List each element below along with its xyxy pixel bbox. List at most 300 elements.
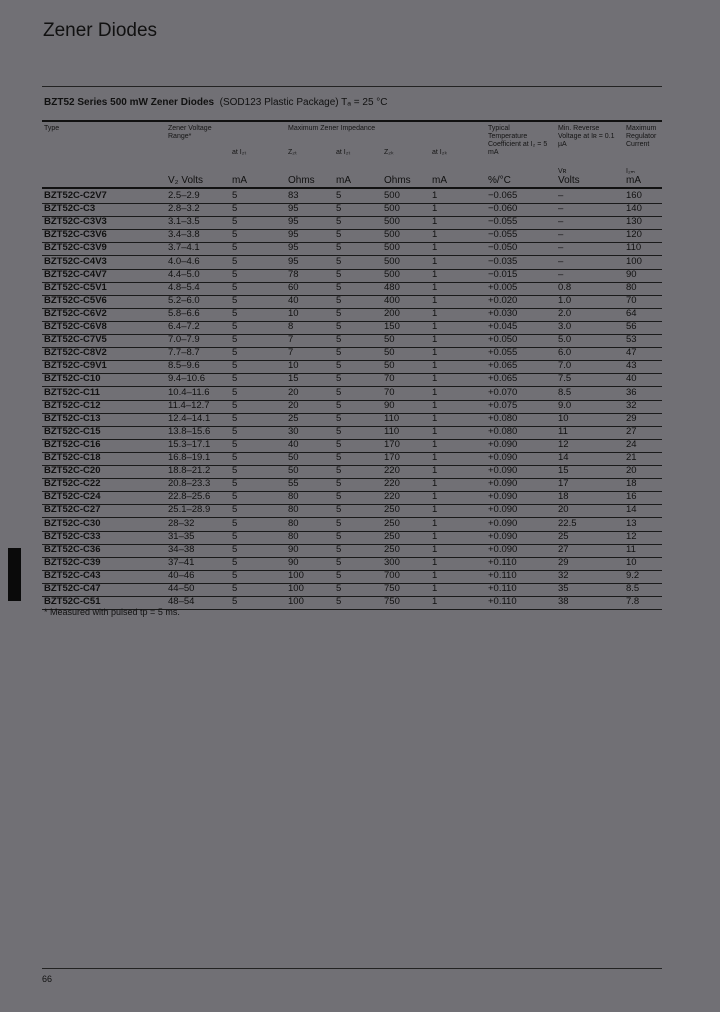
cell-izk: 1 xyxy=(432,294,438,306)
cell-test-current: 5 xyxy=(232,569,238,581)
cell-reverse-voltage: 35 xyxy=(558,583,569,594)
cell-regulator-current: 120 xyxy=(626,229,642,241)
table-row xyxy=(42,544,662,558)
cell-zzk: 480 xyxy=(384,281,400,293)
cell-izk: 1 xyxy=(432,452,438,463)
cell-type: BZT52C-C13 xyxy=(44,412,101,424)
table-row xyxy=(42,478,662,492)
cell-reverse-voltage: 2.0 xyxy=(558,307,572,319)
cell-izt: 5 xyxy=(336,360,342,372)
cell-izt: 5 xyxy=(336,569,342,581)
cell-izk: 1 xyxy=(432,583,438,594)
cell-zzk: 500 xyxy=(384,229,400,241)
page-number: 66 xyxy=(42,974,53,984)
cell-zzk: 50 xyxy=(384,360,395,372)
table-row xyxy=(42,452,662,466)
cell-type: BZT52C-C36 xyxy=(44,543,101,555)
header-impedance: Maximum Zener Impedance xyxy=(288,125,376,132)
cell-temp-coef: +0.030 xyxy=(488,307,518,319)
cell-type: BZT52C-C33 xyxy=(44,530,101,542)
table-row xyxy=(42,269,662,283)
cell-temp-coef: +0.110 xyxy=(488,596,517,608)
cell-type: BZT52C-C16 xyxy=(44,438,101,450)
cell-zzk: 500 xyxy=(384,190,400,201)
cell-zzt: 95 xyxy=(288,229,299,241)
cell-type: BZT52C-C2V7 xyxy=(44,190,107,201)
cell-reverse-voltage: 8.5 xyxy=(558,386,572,398)
cell-izt: 5 xyxy=(336,203,342,215)
header-vr-symbol: Vʀ xyxy=(558,168,567,175)
cell-reverse-voltage: 15 xyxy=(558,465,569,477)
cell-type: BZT52C-C6V2 xyxy=(44,307,107,319)
series-conditions: (SOD123 Plastic Package) Tₐ = 25 °C xyxy=(219,97,388,108)
cell-zzt: 90 xyxy=(288,543,299,555)
cell-test-current: 5 xyxy=(232,530,238,542)
cell-regulator-current: 7.8 xyxy=(626,596,640,608)
cell-zzt: 30 xyxy=(288,425,299,437)
cell-zzk: 700 xyxy=(384,569,400,581)
cell-izk: 1 xyxy=(432,412,438,424)
cell-regulator-current: 130 xyxy=(626,216,642,228)
cell-regulator-current: 18 xyxy=(626,478,637,490)
cell-zzt: 80 xyxy=(288,517,299,529)
cell-reverse-voltage: 38 xyxy=(558,596,569,608)
cell-izt: 5 xyxy=(336,255,342,267)
cell-type: BZT52C-C43 xyxy=(44,569,101,581)
cell-zener-voltage: 7.0–7.9 xyxy=(168,334,200,346)
cell-temp-coef: +0.055 xyxy=(488,347,518,359)
cell-zener-voltage: 10.4–11.6 xyxy=(168,386,210,398)
cell-test-current: 5 xyxy=(232,255,238,267)
table-row xyxy=(42,242,662,256)
cell-type: BZT52C-C22 xyxy=(44,478,101,490)
cell-zener-voltage: 8.5–9.6 xyxy=(168,360,200,372)
cell-izk: 1 xyxy=(432,425,438,437)
cell-zzt: 50 xyxy=(288,452,299,463)
cell-izk: 1 xyxy=(432,203,438,215)
cell-type: BZT52C-C18 xyxy=(44,452,101,463)
header-izm-symbol: I₂ₘ xyxy=(626,168,636,175)
cell-type: BZT52C-C3V9 xyxy=(44,242,107,254)
unit-label: mA xyxy=(336,175,351,186)
cell-zzk: 500 xyxy=(384,203,400,215)
cell-izk: 1 xyxy=(432,478,438,490)
cell-reverse-voltage: 11 xyxy=(558,425,568,437)
cell-temp-coef: −0.035 xyxy=(488,255,518,267)
cell-regulator-current: 40 xyxy=(626,373,637,385)
cell-izt: 5 xyxy=(336,491,342,503)
cell-izk: 1 xyxy=(432,556,438,568)
cell-regulator-current: 100 xyxy=(626,255,642,267)
cell-test-current: 5 xyxy=(232,334,238,346)
cell-zzt: 80 xyxy=(288,530,299,542)
cell-izt: 5 xyxy=(336,386,342,398)
cell-zener-voltage: 5.8–6.6 xyxy=(168,307,200,319)
cell-zzk: 90 xyxy=(384,399,395,411)
cell-izt: 5 xyxy=(336,583,342,594)
cell-zzk: 50 xyxy=(384,347,395,359)
header-at-izt-2: at I₂ₜ xyxy=(336,149,351,156)
unit-label: V₂ Volts xyxy=(168,175,204,186)
header-bottom-rule xyxy=(42,187,662,189)
cell-temp-coef: +0.075 xyxy=(488,399,518,411)
cell-type: BZT52C-C15 xyxy=(44,425,101,437)
cell-zener-voltage: 12.4–14.1 xyxy=(168,412,211,424)
cell-zzt: 10 xyxy=(288,360,299,372)
cell-izk: 1 xyxy=(432,569,438,581)
header-type: Type xyxy=(44,125,60,132)
cell-regulator-current: 27 xyxy=(626,425,637,437)
cell-izt: 5 xyxy=(336,438,342,450)
cell-temp-coef: +0.090 xyxy=(488,465,518,477)
cell-regulator-current: 29 xyxy=(626,412,637,424)
table-row xyxy=(42,190,662,204)
header-zzt: Z₂ₜ xyxy=(288,149,298,156)
cell-type: BZT52C-C51 xyxy=(44,596,101,608)
cell-type: BZT52C-C5V6 xyxy=(44,294,107,306)
cell-izt: 5 xyxy=(336,425,342,437)
cell-temp-coef: +0.065 xyxy=(488,360,518,372)
table-row xyxy=(42,387,662,401)
cell-temp-coef: −0.065 xyxy=(488,190,518,201)
cell-test-current: 5 xyxy=(232,294,238,306)
cell-izt: 5 xyxy=(336,307,342,319)
cell-reverse-voltage: – xyxy=(558,242,564,254)
cell-temp-coef: +0.020 xyxy=(488,294,518,306)
cell-reverse-voltage: 0.8 xyxy=(558,281,572,293)
cell-temp-coef: +0.005 xyxy=(488,281,518,293)
cell-test-current: 5 xyxy=(232,268,238,280)
cell-izk: 1 xyxy=(432,268,438,280)
cell-izk: 1 xyxy=(432,281,438,293)
cell-izt: 5 xyxy=(336,465,342,477)
cell-reverse-voltage: 29 xyxy=(558,556,569,568)
cell-zzt: 50 xyxy=(288,465,299,477)
cell-test-current: 5 xyxy=(232,216,238,228)
cell-reverse-voltage: 5.0 xyxy=(558,334,572,346)
cell-test-current: 5 xyxy=(232,438,238,450)
cell-izt: 5 xyxy=(336,478,342,490)
cell-izt: 5 xyxy=(336,504,342,516)
cell-test-current: 5 xyxy=(232,360,238,372)
cell-temp-coef: +0.090 xyxy=(488,491,518,503)
table-row xyxy=(42,203,662,217)
cell-type: BZT52C-C5V1 xyxy=(44,281,107,293)
cell-izt: 5 xyxy=(336,399,342,411)
cell-izk: 1 xyxy=(432,321,438,332)
cell-zener-voltage: 15.3–17.1 xyxy=(168,438,211,450)
cell-type: BZT52C-C3 xyxy=(44,203,96,215)
cell-zzk: 200 xyxy=(384,307,400,319)
cell-test-current: 5 xyxy=(232,242,238,254)
cell-test-current: 5 xyxy=(232,478,238,490)
table-row xyxy=(42,491,662,505)
cell-izk: 1 xyxy=(432,373,438,385)
cell-izt: 5 xyxy=(336,347,342,359)
cell-zzt: 40 xyxy=(288,294,299,306)
cell-izt: 5 xyxy=(336,216,342,228)
cell-reverse-voltage: – xyxy=(558,216,564,228)
cell-temp-coef: +0.090 xyxy=(488,478,518,490)
cell-regulator-current: 9.2 xyxy=(626,569,640,581)
cell-test-current: 5 xyxy=(232,347,238,359)
cell-izt: 5 xyxy=(336,452,342,463)
cell-zener-voltage: 6.4–7.2 xyxy=(168,321,200,332)
cell-type: BZT52C-C12 xyxy=(44,399,101,411)
cell-test-current: 5 xyxy=(232,190,238,201)
cell-reverse-voltage: 3.0 xyxy=(558,321,572,332)
cell-izk: 1 xyxy=(432,438,438,450)
cell-zzt: 25 xyxy=(288,412,299,424)
cell-izt: 5 xyxy=(336,543,342,555)
cell-reverse-voltage: 9.0 xyxy=(558,399,572,411)
cell-zzt: 20 xyxy=(288,399,299,411)
cell-regulator-current: 8.5 xyxy=(626,583,640,594)
cell-type: BZT52C-C27 xyxy=(44,504,101,516)
cell-reverse-voltage: 12 xyxy=(558,438,569,450)
cell-type: BZT52C-C11 xyxy=(44,386,100,398)
table-row xyxy=(42,360,662,374)
header-at-izt: at I₂ₜ xyxy=(232,149,247,156)
cell-zzt: 80 xyxy=(288,504,299,516)
unit-label: mA xyxy=(626,175,641,186)
cell-test-current: 5 xyxy=(232,203,238,215)
cell-reverse-voltage: 18 xyxy=(558,491,569,503)
cell-zzk: 300 xyxy=(384,556,400,568)
cell-izt: 5 xyxy=(336,229,342,241)
cell-type: BZT52C-C7V5 xyxy=(44,334,107,346)
cell-regulator-current: 43 xyxy=(626,360,637,372)
cell-temp-coef: +0.090 xyxy=(488,504,518,516)
cell-izk: 1 xyxy=(432,517,438,529)
series-title: BZT52 Series 500 mW Zener Diodes xyxy=(44,97,215,108)
footer-rule xyxy=(42,968,662,969)
table-row xyxy=(42,583,662,597)
cell-izt: 5 xyxy=(336,373,342,385)
cell-test-current: 5 xyxy=(232,452,238,463)
cell-reverse-voltage: – xyxy=(558,229,564,241)
cell-zener-voltage: 11.4–12.7 xyxy=(168,399,210,411)
cell-izk: 1 xyxy=(432,216,438,228)
cell-temp-coef: +0.080 xyxy=(488,412,518,424)
cell-regulator-current: 36 xyxy=(626,386,637,398)
header-range: Zener Voltage Range* xyxy=(168,125,212,140)
cell-temp-coef: +0.090 xyxy=(488,543,518,555)
cell-zzk: 250 xyxy=(384,504,400,516)
cell-zzt: 100 xyxy=(288,596,304,608)
cell-test-current: 5 xyxy=(232,399,238,411)
cell-zzt: 10 xyxy=(288,307,299,319)
cell-zzk: 750 xyxy=(384,596,400,608)
cell-izk: 1 xyxy=(432,347,438,359)
cell-zener-voltage: 2.8–3.2 xyxy=(168,203,200,215)
unit-label: Volts xyxy=(558,175,580,186)
cell-izk: 1 xyxy=(432,543,438,555)
header-top-rule xyxy=(42,120,662,122)
cell-regulator-current: 80 xyxy=(626,281,637,293)
page-title: Zener Diodes xyxy=(43,20,158,41)
cell-zzk: 400 xyxy=(384,294,400,306)
cell-temp-coef: +0.090 xyxy=(488,517,518,529)
table-row xyxy=(42,557,662,571)
cell-reverse-voltage: 10 xyxy=(558,412,569,424)
cell-regulator-current: 64 xyxy=(626,307,637,319)
cell-regulator-current: 70 xyxy=(626,294,637,306)
cell-zzt: 20 xyxy=(288,386,299,398)
cell-zzk: 500 xyxy=(384,255,400,267)
section-tab-marker xyxy=(8,548,21,601)
cell-zener-voltage: 5.2–6.0 xyxy=(168,294,200,306)
header-temp-coef: Typical Temperature Coefficient at I₂ = 5 mA xyxy=(488,125,548,156)
cell-regulator-current: 10 xyxy=(626,556,637,568)
cell-zzt: 7 xyxy=(288,347,294,359)
cell-zzk: 110 xyxy=(384,425,400,437)
cell-reverse-voltage: 14 xyxy=(558,452,569,463)
cell-zener-voltage: 3.7–4.1 xyxy=(168,242,200,254)
cell-regulator-current: 90 xyxy=(626,268,637,280)
table-row xyxy=(42,282,662,296)
cell-test-current: 5 xyxy=(232,517,238,529)
cell-izt: 5 xyxy=(336,412,342,424)
cell-zener-voltage: 18.8–21.2 xyxy=(168,465,211,477)
cell-izk: 1 xyxy=(432,242,438,254)
cell-izk: 1 xyxy=(432,596,438,608)
cell-zener-voltage: 9.4–10.6 xyxy=(168,373,205,385)
cell-zzk: 500 xyxy=(384,268,400,280)
cell-izt: 5 xyxy=(336,281,342,293)
cell-temp-coef: −0.050 xyxy=(488,242,518,254)
cell-type: BZT52C-C47 xyxy=(44,583,101,594)
cell-izt: 5 xyxy=(336,530,342,542)
cell-zener-voltage: 20.8–23.3 xyxy=(168,478,211,490)
cell-zzk: 70 xyxy=(384,373,395,385)
cell-test-current: 5 xyxy=(232,307,238,319)
cell-zzt: 100 xyxy=(288,583,304,594)
cell-izt: 5 xyxy=(336,242,342,254)
cell-test-current: 5 xyxy=(232,229,238,241)
cell-regulator-current: 16 xyxy=(626,491,637,503)
cell-test-current: 5 xyxy=(232,504,238,516)
cell-zzk: 110 xyxy=(384,412,400,424)
table-row xyxy=(42,216,662,230)
cell-regulator-current: 47 xyxy=(626,347,637,359)
cell-izt: 5 xyxy=(336,517,342,529)
unit-label: Ohms xyxy=(384,175,411,186)
cell-temp-coef: +0.090 xyxy=(488,530,518,542)
cell-izk: 1 xyxy=(432,491,438,503)
cell-zener-voltage: 37–41 xyxy=(168,556,195,568)
cell-regulator-current: 20 xyxy=(626,465,637,477)
cell-zzk: 750 xyxy=(384,583,400,594)
cell-izt: 5 xyxy=(336,596,342,608)
cell-temp-coef: +0.050 xyxy=(488,334,518,346)
cell-type: BZT52C-C20 xyxy=(44,465,101,477)
cell-regulator-current: 53 xyxy=(626,334,637,346)
cell-test-current: 5 xyxy=(232,556,238,568)
cell-zzk: 170 xyxy=(384,452,400,463)
cell-type: BZT52C-C4V3 xyxy=(44,255,107,267)
unit-label: Ohms xyxy=(288,175,315,186)
cell-zzk: 220 xyxy=(384,478,400,490)
cell-zzk: 500 xyxy=(384,242,400,254)
cell-zzt: 90 xyxy=(288,556,299,568)
table-row xyxy=(42,229,662,243)
unit-label: mA xyxy=(432,175,447,186)
header-at-izk: at I₂ₖ xyxy=(432,149,448,156)
cell-temp-coef: +0.090 xyxy=(488,438,518,450)
cell-reverse-voltage: 7.0 xyxy=(558,360,572,372)
cell-test-current: 5 xyxy=(232,596,238,608)
table-row xyxy=(42,504,662,518)
cell-zzk: 250 xyxy=(384,517,400,529)
cell-test-current: 5 xyxy=(232,412,238,424)
cell-regulator-current: 12 xyxy=(626,530,637,542)
cell-zzt: 95 xyxy=(288,242,299,254)
cell-regulator-current: 56 xyxy=(626,321,637,332)
cell-izk: 1 xyxy=(432,530,438,542)
table-row xyxy=(42,308,662,322)
cell-zener-voltage: 2.5–2.9 xyxy=(168,190,200,201)
cell-temp-coef: −0.060 xyxy=(488,203,518,215)
table-row xyxy=(42,295,662,309)
cell-type: BZT52C-C4V7 xyxy=(44,268,107,280)
cell-zzk: 220 xyxy=(384,465,400,477)
cell-izk: 1 xyxy=(432,334,438,346)
cell-regulator-current: 110 xyxy=(626,242,642,254)
cell-test-current: 5 xyxy=(232,543,238,555)
cell-test-current: 5 xyxy=(232,491,238,503)
cell-zener-voltage: 7.7–8.7 xyxy=(168,347,200,359)
cell-reverse-voltage: 6.0 xyxy=(558,347,572,359)
cell-izt: 5 xyxy=(336,556,342,568)
table-row xyxy=(42,439,662,453)
cell-reverse-voltage: – xyxy=(558,190,564,201)
cell-zener-voltage: 28–32 xyxy=(168,517,195,529)
cell-temp-coef: +0.110 xyxy=(488,556,517,568)
header-regulator-current: Maximum Regulator Current xyxy=(626,125,657,148)
cell-temp-coef: −0.055 xyxy=(488,229,518,241)
cell-reverse-voltage: 17 xyxy=(558,478,569,490)
cell-test-current: 5 xyxy=(232,373,238,385)
cell-izt: 5 xyxy=(336,294,342,306)
cell-test-current: 5 xyxy=(232,281,238,293)
cell-zzt: 95 xyxy=(288,216,299,228)
cell-temp-coef: −0.055 xyxy=(488,216,518,228)
table-row xyxy=(42,256,662,270)
cell-izt: 5 xyxy=(336,334,342,346)
cell-test-current: 5 xyxy=(232,583,238,594)
cell-reverse-voltage: – xyxy=(558,203,564,215)
cell-izk: 1 xyxy=(432,360,438,372)
cell-type: BZT52C-C10 xyxy=(44,373,101,385)
cell-zener-voltage: 4.8–5.4 xyxy=(168,281,200,293)
cell-regulator-current: 140 xyxy=(626,203,642,215)
table-row xyxy=(42,321,662,335)
cell-zener-voltage: 3.1–3.5 xyxy=(168,216,200,228)
table-row xyxy=(42,426,662,440)
cell-zener-voltage: 34–38 xyxy=(168,543,195,555)
cell-zener-voltage: 4.4–5.0 xyxy=(168,268,200,280)
cell-zener-voltage: 4.0–4.6 xyxy=(168,255,200,267)
unit-label: %/°C xyxy=(488,175,511,186)
cell-temp-coef: −0.015 xyxy=(488,268,518,280)
cell-zzt: 95 xyxy=(288,203,299,215)
cell-regulator-current: 13 xyxy=(626,517,637,529)
cell-zener-voltage: 44–50 xyxy=(168,583,195,594)
cell-type: BZT52C-C6V8 xyxy=(44,321,107,332)
cell-zzt: 15 xyxy=(288,373,299,385)
cell-zzk: 250 xyxy=(384,530,400,542)
